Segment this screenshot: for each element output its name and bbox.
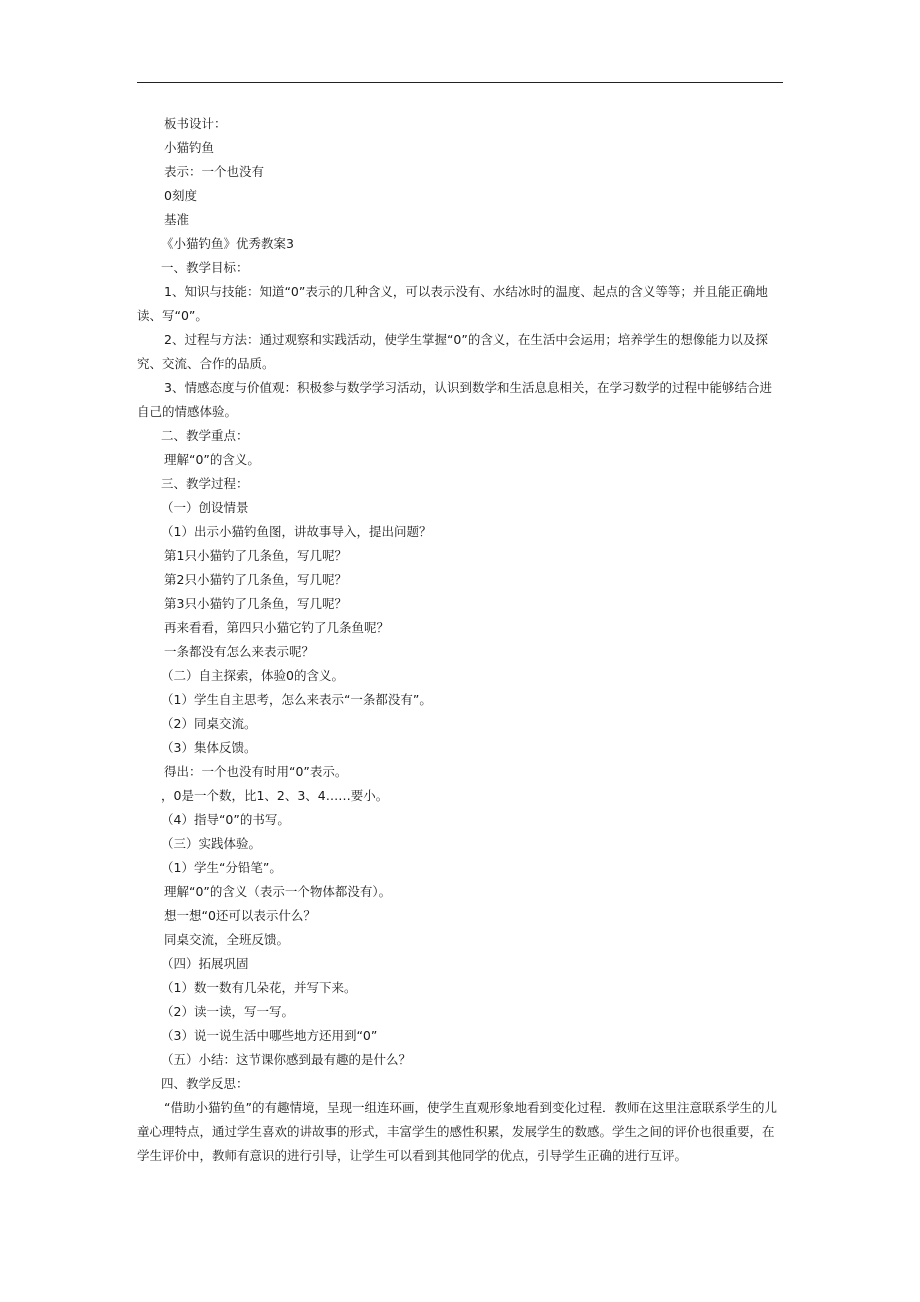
- text-line: 想一想“0还可以表示什么？: [164, 908, 316, 923]
- heading-teaching-goals: 一、教学目标：: [161, 260, 249, 275]
- text-line: （1）出示小猫钓鱼图，讲故事导入，提出问题？: [161, 524, 432, 539]
- text-line: 一条都没有怎么来表示呢？: [164, 644, 315, 659]
- text-line: （四）拓展巩固: [161, 956, 249, 971]
- heading-reflection: 四、教学反思：: [161, 1076, 249, 1091]
- text-line: （五）小结：这节课你感到最有趣的是什么？: [161, 1052, 412, 1067]
- text-line: 第1只小猫钓了几条鱼，写几呢？: [164, 548, 347, 563]
- text-line: 同桌交流，全班反馈。: [164, 932, 290, 947]
- paragraph-reflection: “借助小猫钓鱼”的有趣情境，呈现一组连环画，使学生直观形象地看到变化过程．教师在这里注意联系学生的儿童心理特点，通过学生喜欢的讲故事的形式，丰富学生的感性积累，发展学生的数感。学生之间的评价也很重要，在学生评价中，教师有意识的进行引导，让学生可以看到其他同学的优点，引导学生正确的进行互评。: [137, 1100, 777, 1163]
- text-line: （二）自主探索，体验0的含义。: [161, 668, 344, 683]
- text-line: 再来看看，第四只小猫它钓了几条鱼呢？: [164, 620, 390, 635]
- text-line: 得出：一个也没有时用“0”表示。: [164, 764, 348, 779]
- text-line: 理解“0”的含义（表示一个物体都没有）。: [164, 884, 392, 899]
- text-line: （4）指导“0”的书写。: [161, 812, 290, 827]
- text-line: （三）实践体验。: [161, 836, 262, 851]
- document-body: [137, 112, 783, 1168]
- text-line: 第3只小猫钓了几条鱼，写几呢？: [164, 596, 347, 611]
- board-design-heading: 板书设计：: [164, 116, 227, 131]
- text-line: 第2只小猫钓了几条鱼，写几呢？: [164, 572, 347, 587]
- header-rule: [137, 82, 783, 83]
- text-line: 表示：一个也没有: [164, 164, 265, 179]
- text-line: ，0是一个数，比1、2、3、4……要小。: [161, 788, 389, 803]
- text-line: （2）读一读，写一写。: [161, 1004, 294, 1019]
- text-line: （3）说一说生活中哪些地方还用到“0”: [161, 1028, 378, 1043]
- heading-key-points: 二、教学重点：: [161, 428, 249, 443]
- paragraph-goal-1: 1、知识与技能：知道“0”表示的几种含义，可以表示没有、水结冰时的温度、起点的含义等等；并且能正确地读、写“0”。: [137, 284, 768, 323]
- text-line: 小猫钓鱼: [164, 140, 215, 155]
- text-line: （3）集体反馈。: [161, 740, 257, 755]
- paragraph-goal-2: 2、过程与方法：通过观察和实践活动，使学生掌握“0”的含义，在生活中会运用；培养学生的想像能力以及探究、交流、合作的品质。: [137, 332, 768, 371]
- text-line: 基准: [164, 212, 190, 227]
- heading-teaching-process: 三、教学过程：: [161, 476, 249, 491]
- text-line: （2）同桌交流。: [161, 716, 257, 731]
- text-line: （1）学生自主思考，怎么来表示“一条都没有”。: [161, 692, 432, 707]
- section-title: 《小猫钓鱼》优秀教案3: [161, 236, 294, 251]
- text-line: （1）数一数有几朵花，并写下来。: [161, 980, 357, 995]
- text-line: （1）学生“分铅笔”。: [161, 860, 282, 875]
- text-line: 理解“0”的含义。: [164, 452, 260, 467]
- paragraph-goal-3: 3、情感态度与价值观：积极参与数学学习活动，认识到数学和生活息息相关，在学习数学的过程中能够结合进自己的情感体验。: [137, 380, 772, 419]
- text-line: （一）创设情景: [161, 500, 249, 515]
- text-line: 0刻度: [164, 188, 197, 203]
